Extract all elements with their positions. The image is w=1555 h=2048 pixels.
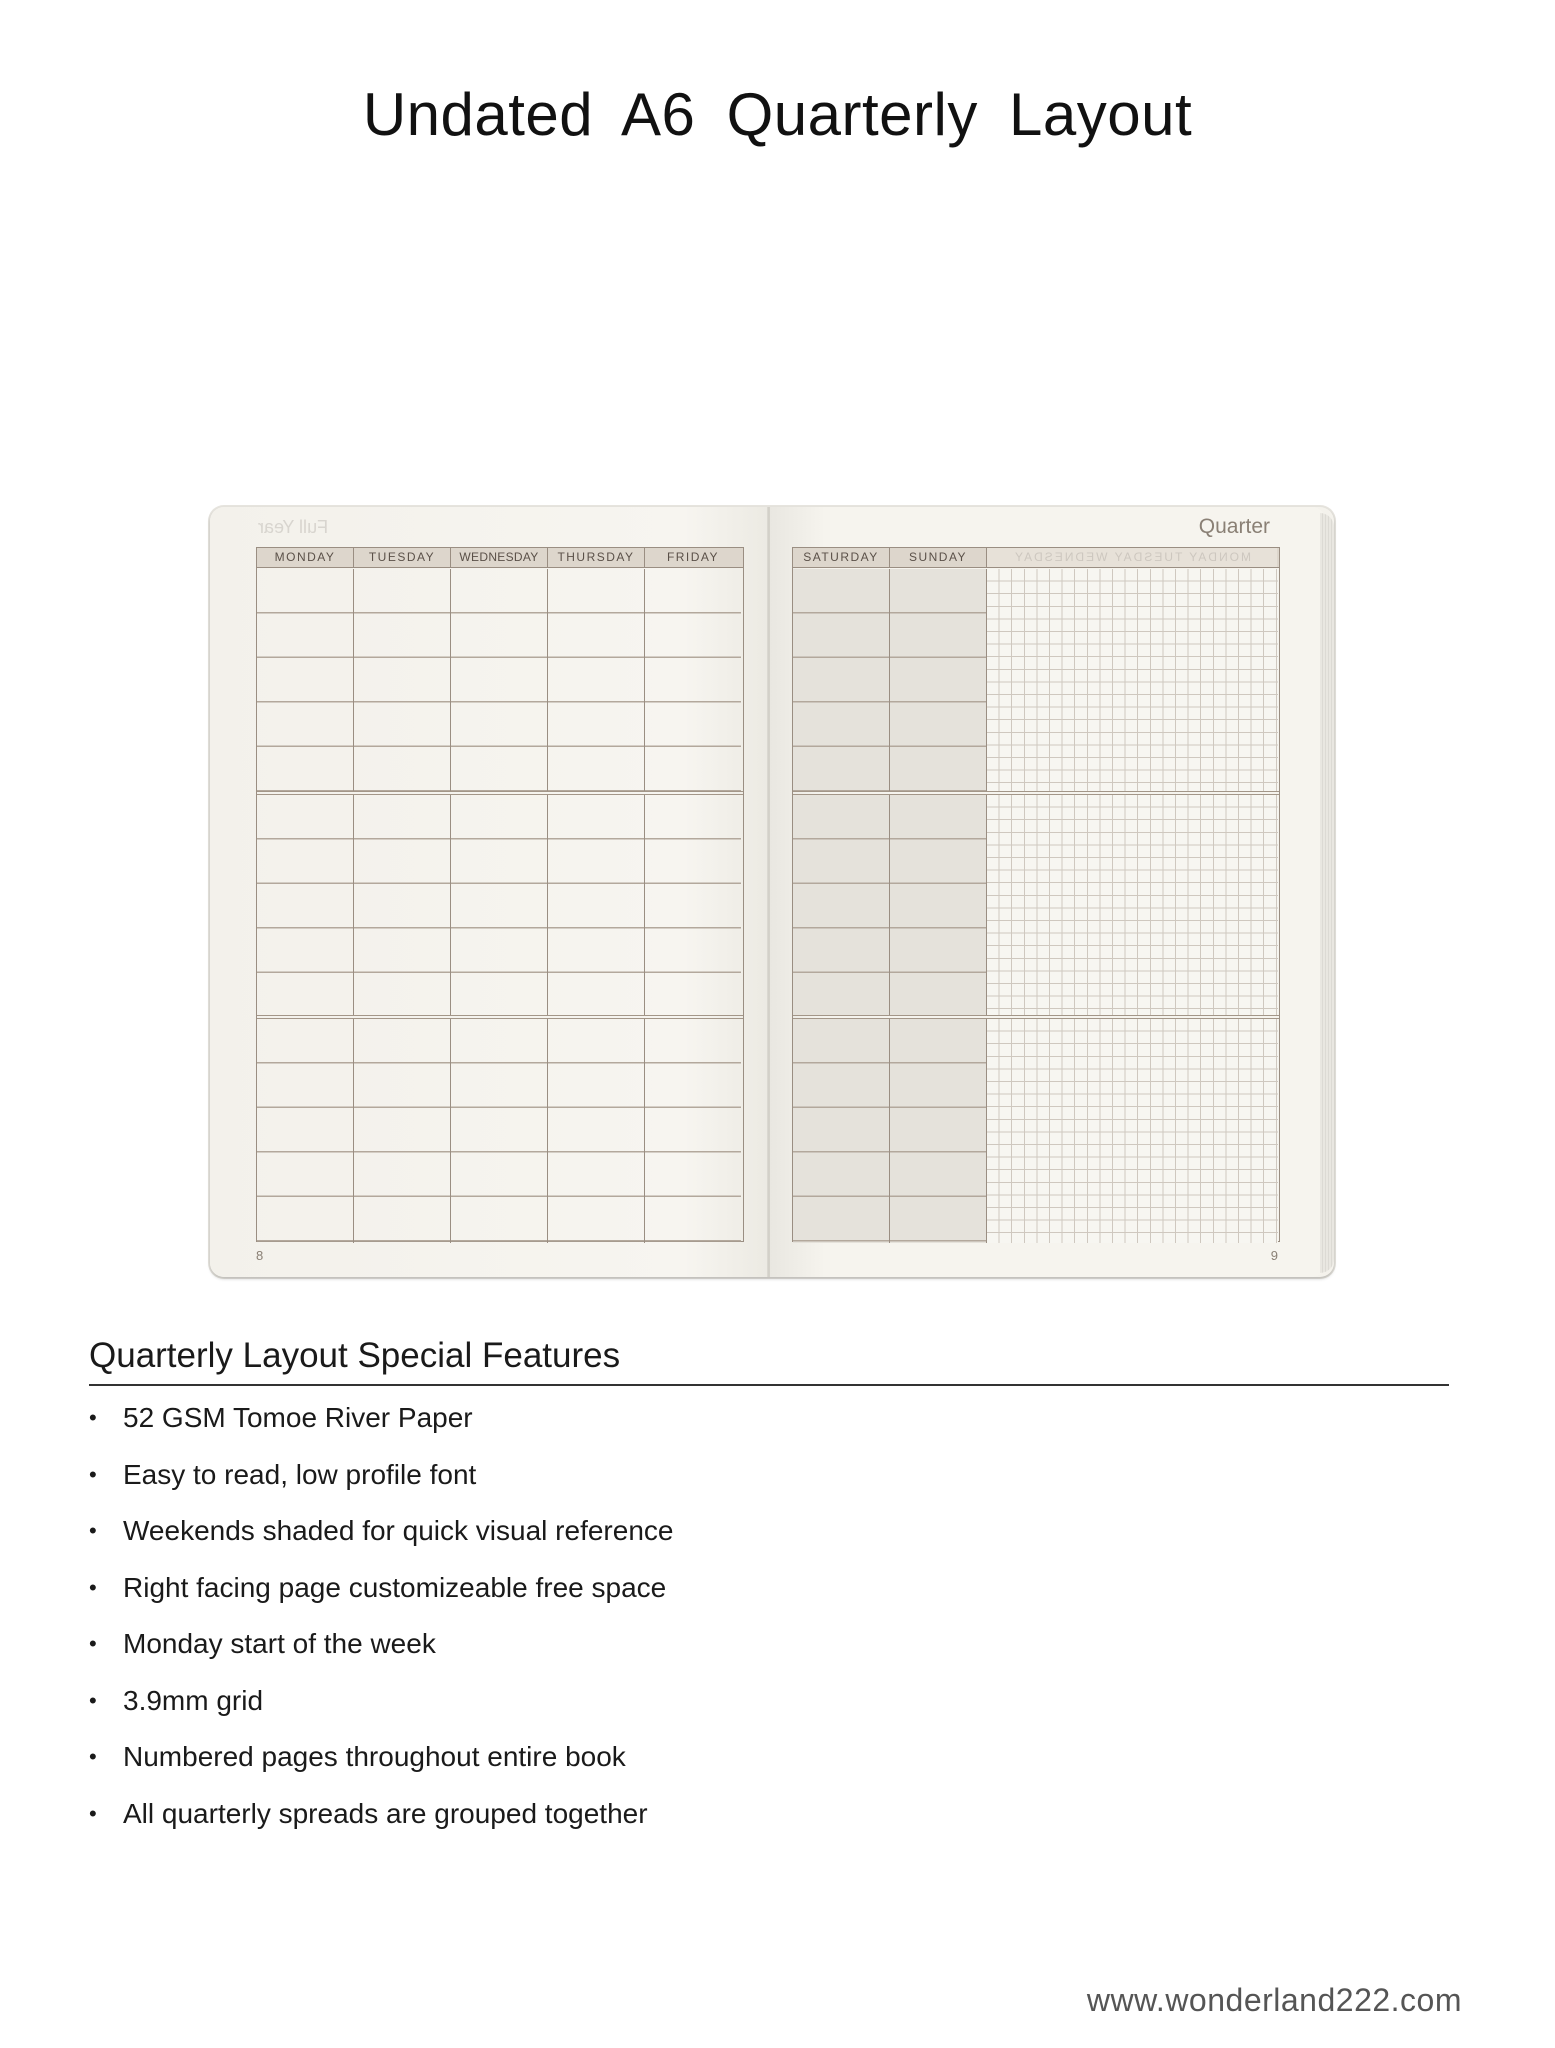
day-column [354, 795, 451, 1015]
free-space-grid [987, 795, 1278, 1015]
day-header-sunday: SUNDAY [890, 548, 987, 567]
page-number-left: 8 [256, 1248, 264, 1263]
day-column [645, 795, 741, 1015]
week-block [257, 569, 743, 791]
feature-text: All quarterly spreads are grouped together [123, 1797, 648, 1829]
heading-divider [89, 1384, 1449, 1386]
list-item [89, 1681, 673, 1738]
website-url: www.wonderland222.com [1086, 1982, 1462, 2018]
free-space-grid [987, 1019, 1278, 1243]
day-column [548, 569, 645, 791]
left-page [210, 507, 768, 1277]
day-column [793, 1019, 890, 1243]
day-header-saturday: SATURDAY [793, 548, 890, 567]
weekday-header-row [257, 548, 743, 568]
day-header-tuesday: TUESDAY [354, 548, 451, 567]
bullet-icon: • [89, 1461, 97, 1487]
week-blocks [257, 569, 743, 1241]
week-block [257, 1015, 743, 1243]
list-item [89, 1568, 673, 1625]
day-column [257, 795, 354, 1015]
day-column [257, 569, 354, 791]
day-column [548, 1019, 645, 1243]
feature-text: Numbered pages throughout entire book [123, 1741, 626, 1772]
feature-text: Right facing page customizeable free space [123, 1571, 667, 1603]
feature-text: 52 GSM Tomoe River Paper [123, 1402, 473, 1433]
free-space-grid [987, 569, 1278, 791]
feature-text: Weekends shaded for quick visual reference [123, 1515, 674, 1546]
day-header-monday: MONDAY [257, 548, 354, 567]
day-column [451, 1019, 548, 1243]
list-item [89, 1511, 673, 1568]
bullet-icon: • [89, 1631, 97, 1656]
day-column [645, 569, 741, 791]
quarter-label: Quarter [1198, 515, 1270, 538]
day-column [890, 569, 987, 791]
day-column [257, 1019, 354, 1243]
day-header-thursday: THURSDAY [548, 548, 645, 567]
day-column [451, 569, 548, 791]
features-heading: Quarterly Layout Special Features [89, 1336, 621, 1375]
page-edges [1320, 513, 1334, 1273]
right-page [770, 507, 1326, 1277]
day-header-wednesday: WEDNESDAY [451, 548, 548, 567]
list-item [89, 1398, 673, 1455]
bullet-icon: • [89, 1744, 97, 1769]
weekend-grid [792, 547, 1280, 1242]
weekend-block [793, 1015, 1279, 1243]
feature-text: Easy to read, low profile font [123, 1458, 477, 1490]
week-block [257, 791, 743, 1015]
weekend-block [793, 569, 1279, 791]
day-column [451, 795, 548, 1015]
bullet-icon: • [89, 1800, 97, 1826]
feature-text: 3.9mm grid [123, 1684, 264, 1716]
bullet-icon: • [89, 1574, 97, 1600]
weekend-block [793, 791, 1279, 1015]
ghost-day-headers: MONDAY TUESDAY WEDNESDAY [987, 548, 1277, 567]
day-column [354, 1019, 451, 1243]
list-item [89, 1737, 673, 1794]
weekday-grid [256, 547, 744, 1242]
day-column [548, 795, 645, 1015]
bullet-icon: • [89, 1405, 97, 1430]
list-item [89, 1794, 673, 1851]
ghost-full-year-label: Full Year [258, 517, 329, 537]
feature-text: Monday start of the week [123, 1628, 436, 1659]
day-column [645, 1019, 741, 1243]
page-number-right: 9 [1270, 1248, 1278, 1263]
page-title: Undated A6 Quarterly Layout [362, 81, 1193, 148]
day-column [793, 795, 890, 1015]
list-item [89, 1624, 673, 1681]
features-list [89, 1398, 673, 1850]
weekend-header-row [793, 548, 1279, 568]
bullet-icon: • [89, 1687, 97, 1713]
list-item [89, 1455, 673, 1512]
day-column [890, 1019, 987, 1243]
day-header-friday: FRIDAY [666, 550, 720, 564]
day-column [793, 569, 890, 791]
weekend-blocks [793, 569, 1279, 1241]
day-column [354, 569, 451, 791]
day-column [890, 795, 987, 1015]
bullet-icon: • [89, 1518, 97, 1543]
notebook-spread-image [210, 507, 1334, 1277]
